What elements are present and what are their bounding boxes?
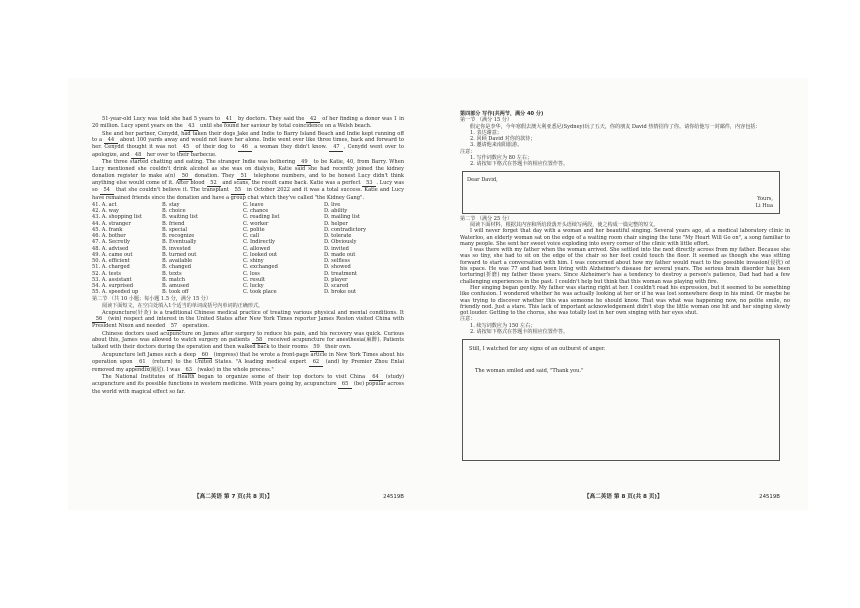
option-choice: D. helper (324, 220, 348, 227)
passage-text: The three started chatting and eating. The stranger Indie was bothering (102, 159, 298, 166)
story-paragraph: Her singing began gently. My father was staring right at her. I couldn't read his expression, but it seemed to be something like confusion. I wondered whether he was actually looking at her or if he was lost somewhere deep in his mind. Or maybe he was trying to discover whether this was someone he should know. That was what was happening now, no polite smile, no friendly nod. Just a stare. This lack of important acknowledgement didn't stop the little woman one bit and her singing slowly got louder. Getting to the chorus, she was totally lost in her own singing with her eyes shut. (460, 284, 790, 317)
option-choice: 42. A. way (92, 208, 119, 215)
page-7 (92, 78, 404, 510)
answer-blank: 45 (179, 144, 193, 151)
option-choice: B. available (162, 258, 193, 265)
letter-signature: Li Hua (755, 202, 773, 209)
option-choice: D. mailing list (324, 214, 360, 221)
option-choice: B. texts (162, 270, 182, 277)
passage-text: 51-year-old Lucy was told she had 5 years to (102, 116, 223, 122)
option-choice: C. shiny (243, 258, 264, 265)
passage-text: operation. (180, 323, 210, 330)
passage-text: , Cenydd went over to apologize, and (92, 144, 404, 158)
answer-blank: 46 (238, 144, 252, 151)
option-choice: C. lucky (243, 283, 264, 290)
task-point: 1. 表达谢意； (470, 129, 502, 136)
option-choice: B. waiting list (162, 214, 198, 221)
answer-blank: 42 (306, 116, 320, 123)
option-choice: 44. A. stranger (92, 220, 131, 227)
option-choice: B. choice (162, 208, 186, 215)
passage-text: telephone numbers, and to be honest Lucy didn't think anything else would come of it. After blood (92, 172, 404, 187)
note-item: 1. 写作词数应为 80 左右； (470, 155, 533, 162)
answer-blank: 44 (104, 137, 118, 144)
exam-code: 24519B (383, 493, 404, 500)
note-item: 1. 续写词数应为 150 左右； (470, 322, 536, 329)
passage-text: that she couldn't believe it. The transplant (113, 187, 231, 194)
answer-blank: 64 (369, 374, 383, 381)
passage-text: Acupuncture(针灸) is a traditional Chinese medical practice of treating various physical and mental conditions. It (102, 309, 404, 316)
answer-blank: 47 (329, 144, 343, 151)
passage-paragraph (92, 116, 404, 131)
section1-title: 第一节 （满分 15 分） (460, 117, 513, 124)
note-item: 2. 请按如下格式在答题卡的相应位置作答。 (470, 161, 569, 168)
answer-blank: 62 (309, 359, 323, 366)
option-choice: 49. A. came out (92, 251, 133, 258)
option-choice: B. turned out (162, 251, 197, 258)
note-label: 注意： (460, 148, 476, 155)
task-point: 3. 邀请他来南阳旅游。 (470, 142, 523, 149)
passage-text: and scans, the result came back. Katie was a perfect (220, 180, 363, 187)
option-choice: C. leave (243, 201, 264, 208)
note-item: 2. 请按如下格式在答题卡的相应位置作答。 (470, 329, 569, 336)
passage-text: about 100 yards away and would not leave her alone. Indie went over like three times, back and forward to her. Cenydd thought it was not (92, 137, 404, 151)
option-choice: 47. A. Secretly (92, 239, 130, 246)
passage-text: in October 2022 and it was a total success. Katie and Lucy have remained friends since the donation and have a group chat which they've called "the Kidney Gang". (92, 187, 404, 201)
option-choice: 55. A. speeded up (92, 289, 139, 296)
option-choice: 53. A. assistant (92, 276, 132, 283)
answer-blank: 43 (184, 123, 198, 130)
passage-text: of their dog to (192, 144, 238, 151)
option-choice: B. changed (162, 264, 191, 271)
passage-text: to be Katie, 40, from Barry. When Lucy mentioned she couldn't drink alcohol as she was on dialysis, Katie said she had recently joined the kidney donation register to make a(n) (92, 159, 404, 179)
passage-text: Acupuncture left James such a deep (102, 351, 198, 358)
passage-text: . Lucy was so (92, 180, 404, 194)
page-8 (460, 78, 790, 510)
passage-text: The National Institutes of Health began to organize some of their top doctors to visit China (102, 374, 369, 381)
option-choice: D. tolerate (324, 233, 352, 240)
answer-blank: 51 (237, 173, 251, 180)
answer-blank: 56 (92, 316, 106, 323)
passage-paragraph (92, 310, 404, 331)
option-choice: D. ability (324, 208, 348, 215)
passage-text: of her finding a donor was 1 in 20 million. Lucy spent years on the (92, 116, 404, 130)
option-choice: D. scared (324, 283, 349, 290)
option-choice: 51. A. charged (92, 264, 130, 271)
page-footer: 【高二英语 第 8 页(共 8 页)】 (584, 493, 663, 500)
option-choice: B. amused (162, 283, 190, 290)
passage-text: Chinese doctors used acupuncture on James after surgery to reduce his pain, and his recovery was quick. Curious about this, James was allowed to watch surgery on patients (92, 330, 404, 344)
option-choice: B. took off (162, 289, 189, 296)
passage-text: (impress) that he wrote a front-page article in New York Times about his operation upon (92, 351, 404, 366)
option-choice: D. selfless (324, 258, 351, 265)
option-choice: C. Indirectly (243, 239, 275, 246)
option-choice: B. Eventually (162, 239, 197, 246)
answer-blank: 49 (297, 159, 311, 166)
letter-greeting: Dear David, (467, 176, 498, 183)
answer-blank: 52 (207, 180, 221, 187)
section2-title: 第二节 （满分 25 分） (460, 215, 513, 222)
option-choice: 45. A. frank (92, 226, 123, 233)
passage-text: by doctors. They said the (236, 116, 307, 122)
continuation-opening-2: The woman smiled and said, "Thank you." (475, 368, 584, 375)
option-choice: D. live (324, 201, 341, 208)
option-choice: C. took place (243, 289, 277, 296)
option-choice: D. Obviously (324, 239, 357, 246)
passage-text: (be) popular across the world with magical effect so far. (92, 381, 404, 395)
option-choice: B. recognize (162, 233, 195, 240)
answer-blank: 54 (100, 187, 114, 194)
answer-blank: 61 (135, 359, 149, 366)
option-choice: D. invited (324, 245, 349, 252)
passage-paragraph (92, 331, 404, 352)
exam-code: 24519B (759, 493, 780, 500)
option-choice: 41. A. act (92, 201, 117, 208)
option-choice: C. result (243, 276, 265, 283)
option-choice: C. polite (243, 226, 265, 233)
answer-blank: 65 (338, 381, 352, 388)
option-choice: C. call (243, 233, 260, 240)
grammar-fill-passage (92, 310, 404, 395)
exam-sheet (68, 78, 808, 510)
answer-blank: 59 (310, 344, 324, 351)
page-footer: 【高二英语 第 7 页(共 8 页)】 (194, 493, 273, 500)
part4-title: 第四部分 写作(共两节，满分 40 分) (460, 111, 544, 117)
passage-text: until she found her saviour by total coincidence on a Welsh beach. (198, 123, 372, 130)
cloze-options (92, 202, 404, 296)
option-choice: B. special (162, 226, 188, 233)
section2-title: 第二节 （共 10 小题；每小题 1.5 分，满分 15 分） (92, 296, 211, 303)
answer-blank: 50 (178, 173, 192, 180)
answer-blank: 58 (252, 337, 266, 344)
passage-text: received acupuncture for anesthesia(麻醉). Patients talked with their doctors during the operation and then walked back to their rooms (92, 337, 404, 351)
answer-blank: 48 (131, 152, 145, 159)
option-choice: 48. A. advised (92, 245, 129, 252)
passage-text: her over to their barbecue. (145, 151, 217, 158)
option-choice: 54. A. surprised (92, 283, 134, 290)
answer-blank: 55 (231, 187, 245, 194)
option-choice: B. match (162, 276, 186, 283)
option-choice: D. made out (324, 251, 356, 258)
option-choice: C. worker (243, 220, 269, 227)
story-paragraph: I was there with my father when the woman arrived. She settled into the next directly across from my father. Because she was so tiny, she had to sit on the edge of the chair so her feet could touch the floor. It seemed as though she was sitting forward to start a conversation with him. I was concerned about how my father would react to the possible invasion(侵扰) of his space. He was 77 and had been living with Alzheimer's disease for several years. The serious brain disorder has been torturing(折磨) my father these years. Since Alzheimer's has a tendency to destroy a person's patience, Dad had had a few challenging experiences in the past. I couldn't help but think that this woman was playing with fire. (460, 247, 790, 285)
passage-paragraph (92, 352, 404, 374)
answer-blank: 53 (362, 180, 376, 187)
option-choice: 43. A. shopping list (92, 214, 142, 221)
option-choice: D. broke out (324, 289, 357, 296)
continuation-opening-1: Still, I watched for any signs of an outburst of anger. (469, 346, 606, 353)
passage-text: donation. They (191, 172, 237, 179)
option-choice: 50. A. efficient (92, 258, 130, 265)
passage-text: (study) acupuncture and its possible functions in western medicine. With years going by, acupuncture (92, 374, 404, 388)
option-choice: C. exchanged (243, 264, 278, 271)
passage-text: She and her partner, Cenydd, had taken their dogs Jake and Indie to Barry Island Beach and Indie kept running off to a (92, 130, 404, 144)
answer-blank: 57 (167, 323, 181, 330)
option-choice: D. contradictory (324, 226, 367, 233)
passage-text: (win) respect and interest in the United States after New York Times reporter James Reston visited China with President Nixon and needed (92, 316, 404, 330)
passage-text: (and) by Premier Zhou Enlai removed my appendix(阑尾). I was (92, 359, 404, 373)
option-choice: C. looked out (243, 251, 278, 258)
task-point: 2. 回顾 David 对你的款待； (470, 136, 536, 143)
option-choice: D. showed (324, 264, 351, 271)
answer-blank: 60 (198, 352, 212, 359)
passage-paragraph (92, 131, 404, 159)
section2-instruction: 阅读下面材料，根据其内容和所给段落开头语续写两段，使之构成一篇完整的短文。 (470, 221, 659, 228)
letter-answer-box (462, 171, 780, 214)
option-choice: C. allowed (243, 245, 270, 252)
option-choice: B. stay (162, 201, 180, 208)
section1-intro: 假定你是李华，今年寒假去澳大利亚悉尼(Sydney)玩了五天，你的朋友 David 热情招待了你。请你给他写一封邮件，内容包括： (470, 123, 761, 130)
passage-paragraph (92, 159, 404, 201)
passage-text: a woman they didn't know. (251, 144, 330, 151)
option-choice: D. player (324, 276, 348, 283)
continuation-answer-box (462, 339, 780, 461)
passage-paragraph (92, 374, 404, 395)
option-choice: C. chance (243, 208, 269, 215)
section2-instruction: 阅读下面短文，在空白处填入1个适当的单词或括号内单词的正确形式。 (102, 302, 264, 309)
option-choice: 46. A. bother (92, 233, 126, 240)
option-choice: B. invested (162, 245, 191, 252)
cloze-passage (92, 116, 404, 201)
letter-closing: Yours, (757, 195, 773, 202)
answer-blank: 41 (222, 116, 236, 123)
option-choice: D. treatment (324, 270, 357, 277)
story-paragraph: I will never forget that day with a woman and her beautiful singing. Several years ago, at a medical laboratory clinic in Waterloo, an elderly woman sat on the edge of a waiting room chair singing the tune "My Heart Will Go on", a song familiar to many people. She sent her sweet voice exploding into every corner of the clinic with little effort. (460, 228, 790, 247)
option-choice: C. reading list (243, 214, 280, 221)
option-choice: C. loss (243, 270, 260, 277)
passage-text: their own. (323, 344, 352, 351)
passage-text: (return) to the United States. "A leading medical expert (149, 359, 309, 366)
option-choice: B. friend (162, 220, 185, 227)
answer-blank: 63 (182, 367, 196, 374)
passage-text: (wake) in the whole process." (195, 366, 274, 373)
option-choice: 52. A. tests (92, 270, 121, 277)
note-label: 注意： (460, 316, 476, 323)
